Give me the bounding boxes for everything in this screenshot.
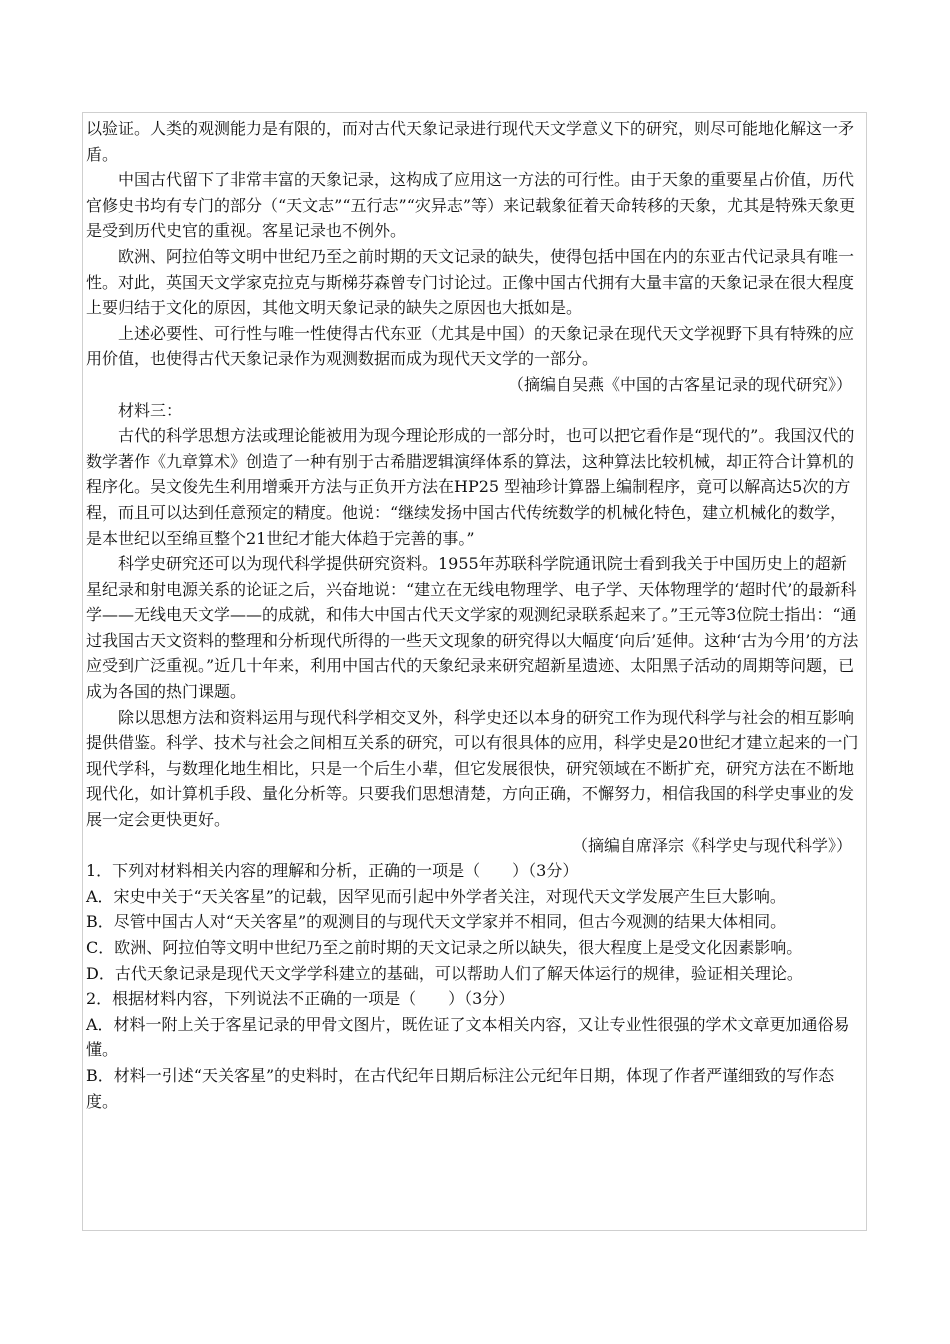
paragraph: 以验证。人类的观测能力是有限的，而对古代天象记录进行现代天文学意义下的研究，则尽可能地化解这一矛盾。 xyxy=(86,119,855,164)
paragraph: 上述必要性、可行性与唯一性使得古代东亚（尤其是中国）的天象记录在现代天文学视野下具有特殊的应用价值，也使得古代天象记录作为观测数据而成为现代天文学的一部分。 xyxy=(86,323,855,369)
paragraph: 除以思想方法和资料运用与现代科学相交叉外，科学史还以本身的研究工作为现代科学与社会的相互影响提供借鉴。科学、技术与社会之间相互关系的研究，可以有很具体的应用，科学史是20世纪才建立起来的一门现代学科，与数理化地生相比，只是一个后生小辈，但它发展很快，研究领域在不断扩充，研究方法在不断地现代化，如计算机手段、量化分析等。只要我们思想清楚，方向正确，不懈努力，相信我国的科学史事业的发展一定会更快更好。 xyxy=(86,707,859,830)
question-option: D．古代天象记录是现代天文学学科建立的基础，可以帮助人们了解天体运行的规律，验证相关理论。 xyxy=(86,963,803,983)
question-stem: 2．根据材料内容，下列说法不正确的一项是（ ）（3分） xyxy=(86,989,515,1009)
material-heading: 材料三： xyxy=(118,400,183,420)
question-stem: 1．下列对材料相关内容的理解和分析，正确的一项是（ ）（3分） xyxy=(86,861,579,881)
document-body xyxy=(86,116,862,1114)
question-option: A．材料一附上关于客星记录的甲骨文图片，既佐证了文本相关内容，又让专业性很强的学术文章更加通俗易懂。 xyxy=(86,1014,850,1060)
paragraph: 欧洲、阿拉伯等文明中世纪乃至之前时期的天文记录的缺失，使得包括中国在内的东亚古代记录具有唯一性。对此，英国天文学家克拉克与斯梯芬森曾专门讨论过。正像中国古代拥有大量丰富的天象记录在很大程度上要归结于文化的原因，其他文明天象记录的缺失之原因也大抵如是。 xyxy=(86,246,855,318)
paragraph: 古代的科学思想方法或理论能被用为现今理论形成的一部分时，也可以把它看作是“现代的”。我国汉代的数学著作《九章算术》创造了一种有别于古希腊逻辑演绎体系的算法，这种算法比较机械，却正符合计算机的程序化。吴文俊先生利用增乘开方法与正负开方法在HP25 型袖珍计算器上编制程序，竟可以解高达5次的方程，而且可以达到任意预定的精度。他说：“继续发扬中国古代传统数学的机械化特色，建立机械化的数学，是本世纪以至绵亘整个21世纪才能大体趋于完善的事。” xyxy=(86,426,855,548)
question-option: A．宋史中关于“天关客星”的记载，因罕见而引起中外学者关注，对现代天文学发展产生巨大影响。 xyxy=(86,886,786,906)
question-option: C．欧洲、阿拉伯等文明中世纪乃至之前时期的天文记录之所以缺失，很大程度上是受文化因素影响。 xyxy=(86,938,803,957)
source-citation: （摘编自席泽宗《科学史与现代科学》） xyxy=(571,835,852,855)
source-citation: （摘编自吴燕《中国的古客星记录的现代研究》） xyxy=(507,374,852,394)
question-option: B．尽管中国古人对“天关客星”的观测目的与现代天文学家并不相同，但古今观测的结果大体相同。 xyxy=(86,912,787,932)
question-option: B．材料一引述“天关客星”的史料时，在古代纪年日期后标注公元纪年日期，体现了作者严谨细致的写作态度。 xyxy=(86,1065,835,1111)
paragraph: 中国古代留下了非常丰富的天象记录，这构成了应用这一方法的可行性。由于天象的重要星占价值，历代官修史书均有专门的部分（“天文志”“五行志”“灾异志”等）来记载象征着天命转移的天象，尤其是特殊天象更是受到历代史官的重视。客星记录也不例外。 xyxy=(86,170,856,241)
paragraph: 科学史研究还可以为现代科学提供研究资料。1955年苏联科学院通讯院士看到我关于中国历史上的超新星纪录和射电源关系的论证之后，兴奋地说：“建立在无线电物理学、电子学、天体物理学的‘超时代’的最新科学——无线电天文学——的成就，和伟大中国古代天文学家的观测纪录联系起来了。”王元等3位院士指出：“通过我国古天文资料的整理和分析现代所得的一些天文现象的研究得以大幅度‘向后’延伸。这种‘古为今用’的方法应受到广泛重视。”近几十年来，利用中国古代的天象纪录来研究超新星遗迹、太阳黑子活动的周期等问题，已成为各国的热门课题。 xyxy=(86,554,859,702)
